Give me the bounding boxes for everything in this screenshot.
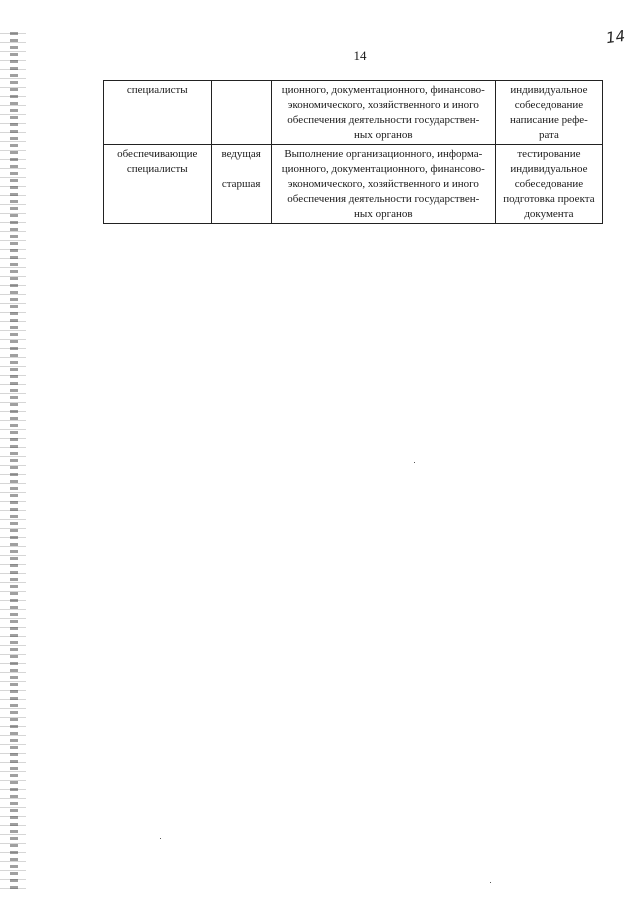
table-row (104, 81, 603, 145)
category-cell (104, 81, 212, 145)
function-cell (271, 81, 495, 145)
category-line: специалисты (126, 84, 188, 96)
function-line: ных органов (354, 208, 413, 220)
methods-cell (495, 145, 602, 224)
method-line: рата (538, 129, 559, 141)
method-line: документа (524, 208, 574, 220)
qualification-table (103, 80, 603, 224)
group-cell (211, 81, 271, 145)
function-line: ционного, документационного, финансово- (281, 163, 485, 175)
function-line: экономического, хозяйственного и иного (287, 178, 479, 190)
function-line: экономического, хозяйственного и иного (287, 99, 479, 111)
function-line: ционного, документационного, финансово- (281, 84, 485, 96)
category-cell (104, 145, 212, 224)
function-line: обеспечения деятельности государствен- (287, 193, 480, 205)
method-line: индивидуальное (510, 84, 588, 96)
function-line: ных органов (354, 129, 413, 141)
category-line: специалисты (126, 163, 188, 175)
method-line: тестирование (517, 148, 581, 160)
group-line: старшая (221, 178, 261, 190)
scan-speck (160, 838, 161, 839)
method-line: индивидуальное (510, 163, 588, 175)
handwritten-page-mark: 14 (604, 26, 627, 48)
group-line: ведущая (221, 148, 261, 160)
method-line: собеседование (514, 178, 584, 190)
method-line: написание рефе- (509, 114, 588, 126)
scan-edge-binding (10, 30, 18, 890)
function-cell (271, 145, 495, 224)
category-line: обеспечивающие (117, 148, 198, 160)
method-line: подготовка проекта (503, 193, 595, 205)
methods-cell (495, 81, 602, 145)
function-line: Выполнение организационного, информа- (284, 148, 483, 160)
page-number: 14 (353, 48, 367, 63)
table-row (104, 145, 603, 224)
scan-speck (490, 882, 491, 883)
method-line: собеседование (514, 99, 584, 111)
scan-speck (414, 462, 415, 463)
group-cell (211, 145, 271, 224)
function-line: обеспечения деятельности государствен- (287, 114, 480, 126)
